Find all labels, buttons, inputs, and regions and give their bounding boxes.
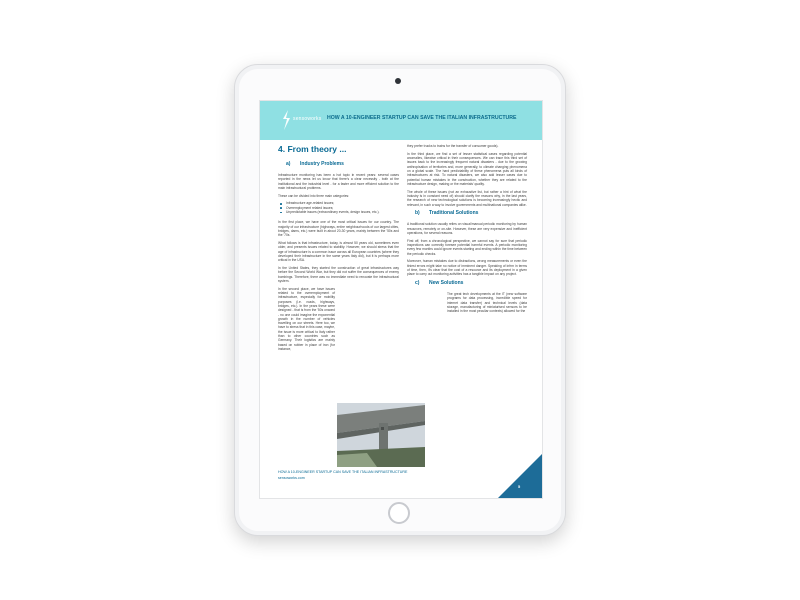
paragraph: Infrastructure monitoring has been a hot topic in recent years: several cases reported in the news let us know that there's a clear necessity - both at the institutional and the industrial level - for a faster and more efficient solution to the main infrastructural problems.	[278, 173, 399, 190]
sensoworks-logo-icon	[281, 109, 291, 131]
paragraph: In the first place, we have one of the most critical issues for our country. The majority of our infrastructure (highways, entire neighbourhoods of our largest cities, bridges, dams, etc.) were built in about 20-30 years, mainly between the '50s and the '70s.	[278, 220, 399, 238]
footer-url[interactable]: sensoworks.com	[278, 476, 305, 480]
issues-list	[278, 201, 399, 214]
section-b-heading	[407, 210, 527, 216]
page-number: 5	[518, 484, 521, 489]
logo-text: sensoworks	[293, 116, 322, 122]
section-a-heading	[278, 161, 399, 167]
bridge-photo	[337, 403, 425, 467]
paragraph: First off, from a chronological perspective, we cannot say for sure that periodic inspections can correctly foresee potential harmful events. A periodic monitoring every few months could ignore events starting and ending within the time between the periodic checks.	[407, 238, 527, 256]
document-page[interactable]	[259, 100, 543, 499]
paragraph: A traditional solution usually relies on visual/manual periodic monitoring by human resources, remotely or on-site. However, these are very expensive and inefficient operations, for several reasons.	[407, 222, 527, 235]
paragraph: they prefer trucks to trains for the transfer of consumer goods).	[407, 144, 499, 148]
bridge-illustration	[337, 403, 425, 467]
banner-title: HOW A 10-ENGINEER STARTUP CAN SAVE THE ITALIAN INFRASTRUCTURE	[327, 115, 517, 121]
paragraph: Moreover, human mistakes due to distractions, wrong measurements or even the tiniest errors might take no notice of imminent danger. Speaking of infrm in terms of time, then, it's clear that the cost of a resource and its deployment in a given place to carry out monitoring activities has a tangible impact on any project.	[407, 259, 527, 277]
section-b-title: Traditional Solutions	[429, 210, 479, 217]
tablet-device	[234, 64, 566, 536]
paragraph: In the third place, we find a set of lesser statistical cases regarding potential anomalies, likewise critical in their consequences. We can trace this third set of issues back to the increasingly frequent natural disasters - due to the growing anthropisation of territories and, more generally, to climate changing phenomena on a global scale. The hard predictability of these phenomena puts all kinds of infrastructures at risk. To natural disasters, we also add lesser cases due to potential human mistakes in the construction, whether they are related to the infrastructure design, making or the materials' quality.	[407, 151, 527, 186]
paragraph: In the second place, we have issues related to the overemployment of infrastructure, especially for mobility purposes (i.e. roads, highways, bridges, etc.). In the years these were designed - that is from the '50s onward - no one could imagine the exponential growth in the number of vehicles travelling on our streets. Here too, we have to stress that in this case, maybe, the issue is more critical to Italy rather than to other countries such as Germany. Their logistics are mainly based on rubber in place of iron (for instance,	[278, 286, 335, 351]
list-item: Unpredictable issues (extraordinary events, design issues, etc.).	[286, 210, 399, 214]
paragraph: What follows is that infrastructure, today, is almost 50 years old, sometimes even older, and presents issues related to stability. However, we should stress that the age of infrastructure is a common issue across all European countries (where they developed their infrastructure in the same years Italy did), but it is perhaps more critical in the USA.	[278, 241, 399, 263]
section-a-title: Industry Problems	[300, 161, 344, 167]
front-camera	[395, 78, 401, 84]
section-a-letter: a)	[286, 161, 291, 167]
section-c-letter: c)	[415, 280, 420, 287]
paragraph: The whole of these issues (not an exhaustive list, but rather a hint of what the industry is in constant need of) should clarify the reasons why, in the last years, the research of new technological solutions is becoming increasingly hectic and relevant, in such a way to involve governments and multinational companies alike.	[407, 189, 527, 207]
list-item: Infrastructure age-related issues;	[286, 201, 399, 205]
right-column	[407, 144, 527, 317]
list-item: Overemployment related issues;	[286, 206, 399, 210]
section-c-heading	[407, 280, 527, 286]
page-heading: 4. From theory ...	[278, 144, 347, 154]
home-button[interactable]	[388, 502, 410, 524]
paragraph: The great tech developments at the IT (new software programs for data processing, incredible speed for internet data transfer) and technical levels (data storage, manufacturing of miniaturised sensors to be installed in the most peculiar contexts) allowed for the	[447, 292, 527, 314]
header-banner	[260, 101, 542, 140]
section-c-title: New Solutions	[429, 280, 464, 287]
left-column	[278, 144, 399, 355]
paragraph: In the United States, they started the construction of great infrastructures way before the Second World War, but they did not suffer the consequences of enemy bombings. Therefore, there was no immediate need to renovate the infrastructural system.	[278, 266, 399, 283]
section-b-letter: b)	[415, 210, 420, 217]
page-corner-triangle	[498, 454, 542, 498]
footer-title: HOW A 10-ENGINEER STARTUP CAN SAVE THE ITALIAN INFRASTRUCTURE	[278, 470, 408, 474]
paragraph: These can be divided into three main categories:	[278, 193, 350, 198]
